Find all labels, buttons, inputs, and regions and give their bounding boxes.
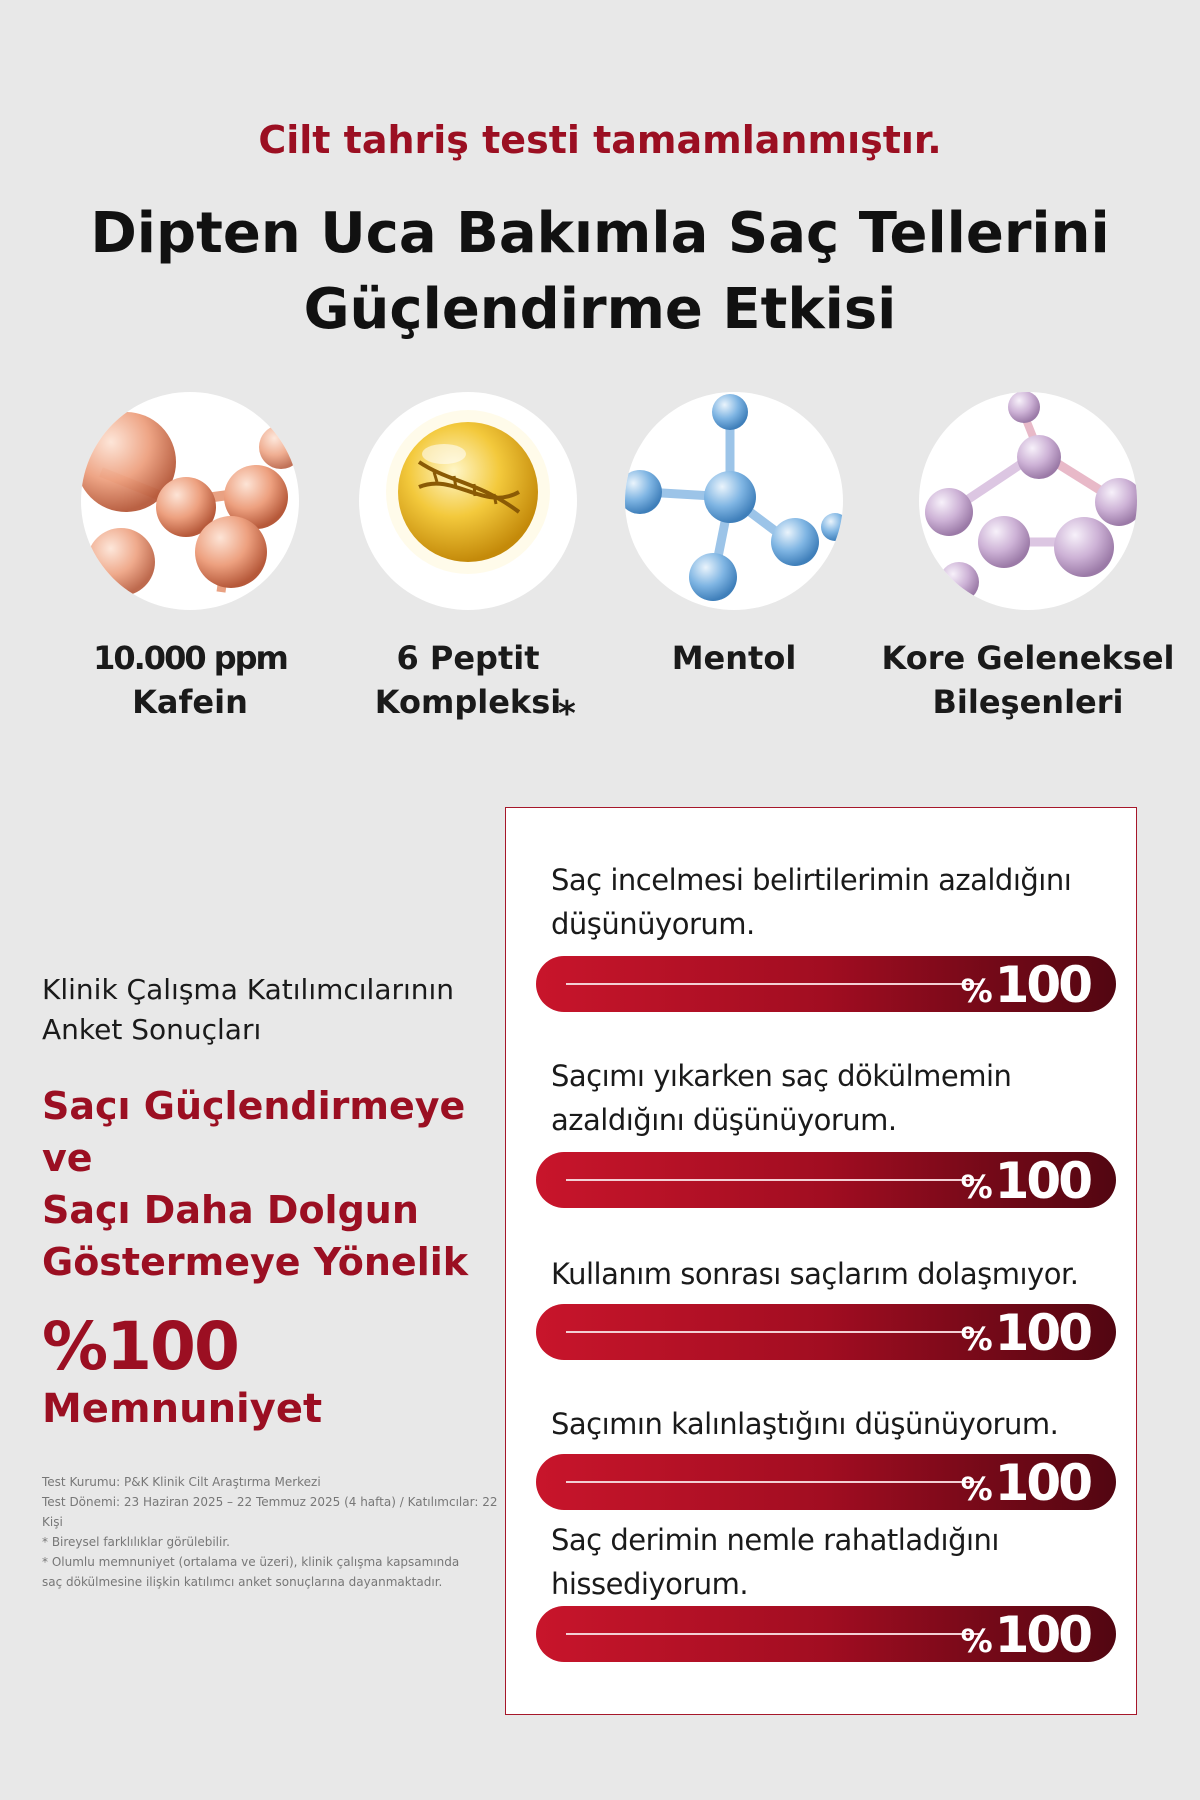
ingredient-traditional bbox=[878, 392, 1178, 724]
survey-headline: Saçı Güçlendirmeye ve Saçı Daha Dolgun Göstermeye Yönelik bbox=[42, 1084, 469, 1284]
title-line-1: Dipten Uca Bakımla Saç Tellerini bbox=[90, 201, 1110, 266]
result-percent: %100 bbox=[960, 1304, 1090, 1362]
result-percent: %100 bbox=[960, 1152, 1090, 1210]
result-question: Saç incelmesi belirtilerimin azaldığını düşünüyorum. bbox=[551, 863, 1072, 941]
bar-divider bbox=[566, 983, 981, 985]
ingredient-caffeine-label: 10.000 ppm Kafein bbox=[93, 639, 287, 721]
survey-label: Klinik Çalışma Katılımcılarının Anket Sonuçları bbox=[42, 973, 455, 1046]
result-question: Saç derimin nemle rahatladığını hissediyorum. bbox=[551, 1523, 999, 1601]
result-question: Saçımın kalınlaştığını düşünüyorum. bbox=[551, 1407, 1059, 1441]
footnote-positive-cont: saç dökülmesine ilişkin katılımcı anket sonuçlarına dayanmaktadır. bbox=[42, 1575, 443, 1589]
ingredient-menthol bbox=[584, 392, 884, 680]
bar-divider bbox=[566, 1179, 981, 1181]
footnote-institution: Test Kurumu: P&K Klinik Cilt Araştırma Merkezi bbox=[42, 1475, 321, 1489]
result-bar bbox=[536, 1152, 1116, 1208]
results-panel bbox=[505, 807, 1137, 1715]
ingredient-menthol-label: Mentol bbox=[671, 639, 797, 677]
survey-summary bbox=[42, 970, 512, 1592]
result-question: Saçımı yıkarken saç dökülmemin azaldığını düşünüyorum. bbox=[551, 1059, 1012, 1137]
bar-divider bbox=[566, 1481, 981, 1483]
ingredient-traditional-label: Kore Geleneksel Bileşenleri bbox=[881, 639, 1175, 721]
subtitle: Cilt tahriş testi tamamlanmıştır. bbox=[258, 118, 942, 162]
ingredient-peptide bbox=[318, 392, 618, 734]
footnote-asterisk: * bbox=[558, 694, 576, 734]
result-bar bbox=[536, 1454, 1116, 1510]
result-bar bbox=[536, 1606, 1116, 1662]
ingredient-caffeine bbox=[40, 392, 340, 724]
result-percent: %100 bbox=[960, 1606, 1090, 1664]
satisfaction-label: Memnuniyet bbox=[42, 1386, 323, 1432]
caffeine-molecule-icon bbox=[81, 392, 299, 610]
footnote-period: Test Dönemi: 23 Haziran 2025 – 22 Temmuz 2025 (4 hafta) / Katılımcılar: 22 Kişi bbox=[42, 1495, 498, 1529]
result-question: Kullanım sonrası saçlarım dolaşmıyor. bbox=[551, 1257, 1079, 1291]
footnote-positive: * Olumlu memnuniyet (ortalama ve üzeri), klinik çalışma kapsamında bbox=[42, 1555, 460, 1569]
footnotes bbox=[42, 1472, 512, 1592]
satisfaction-percent: %100 bbox=[42, 1308, 238, 1385]
bar-divider bbox=[566, 1633, 981, 1635]
result-bar bbox=[536, 1304, 1116, 1360]
title-line-2: Güçlendirme Etkisi bbox=[303, 277, 897, 342]
result-percent: %100 bbox=[960, 1454, 1090, 1512]
footnote-individual: * Bireysel farklılıklar görülebilir. bbox=[42, 1535, 230, 1549]
dna-capsule-icon bbox=[359, 392, 577, 610]
ingredient-peptide-label: 6 Peptit Kompleksi * bbox=[374, 639, 576, 734]
traditional-molecule-icon bbox=[919, 392, 1137, 610]
bar-divider bbox=[566, 1331, 981, 1333]
result-percent: %100 bbox=[960, 956, 1090, 1014]
result-bar bbox=[536, 956, 1116, 1012]
menthol-molecule-icon bbox=[625, 392, 843, 610]
page-title bbox=[0, 196, 1200, 348]
